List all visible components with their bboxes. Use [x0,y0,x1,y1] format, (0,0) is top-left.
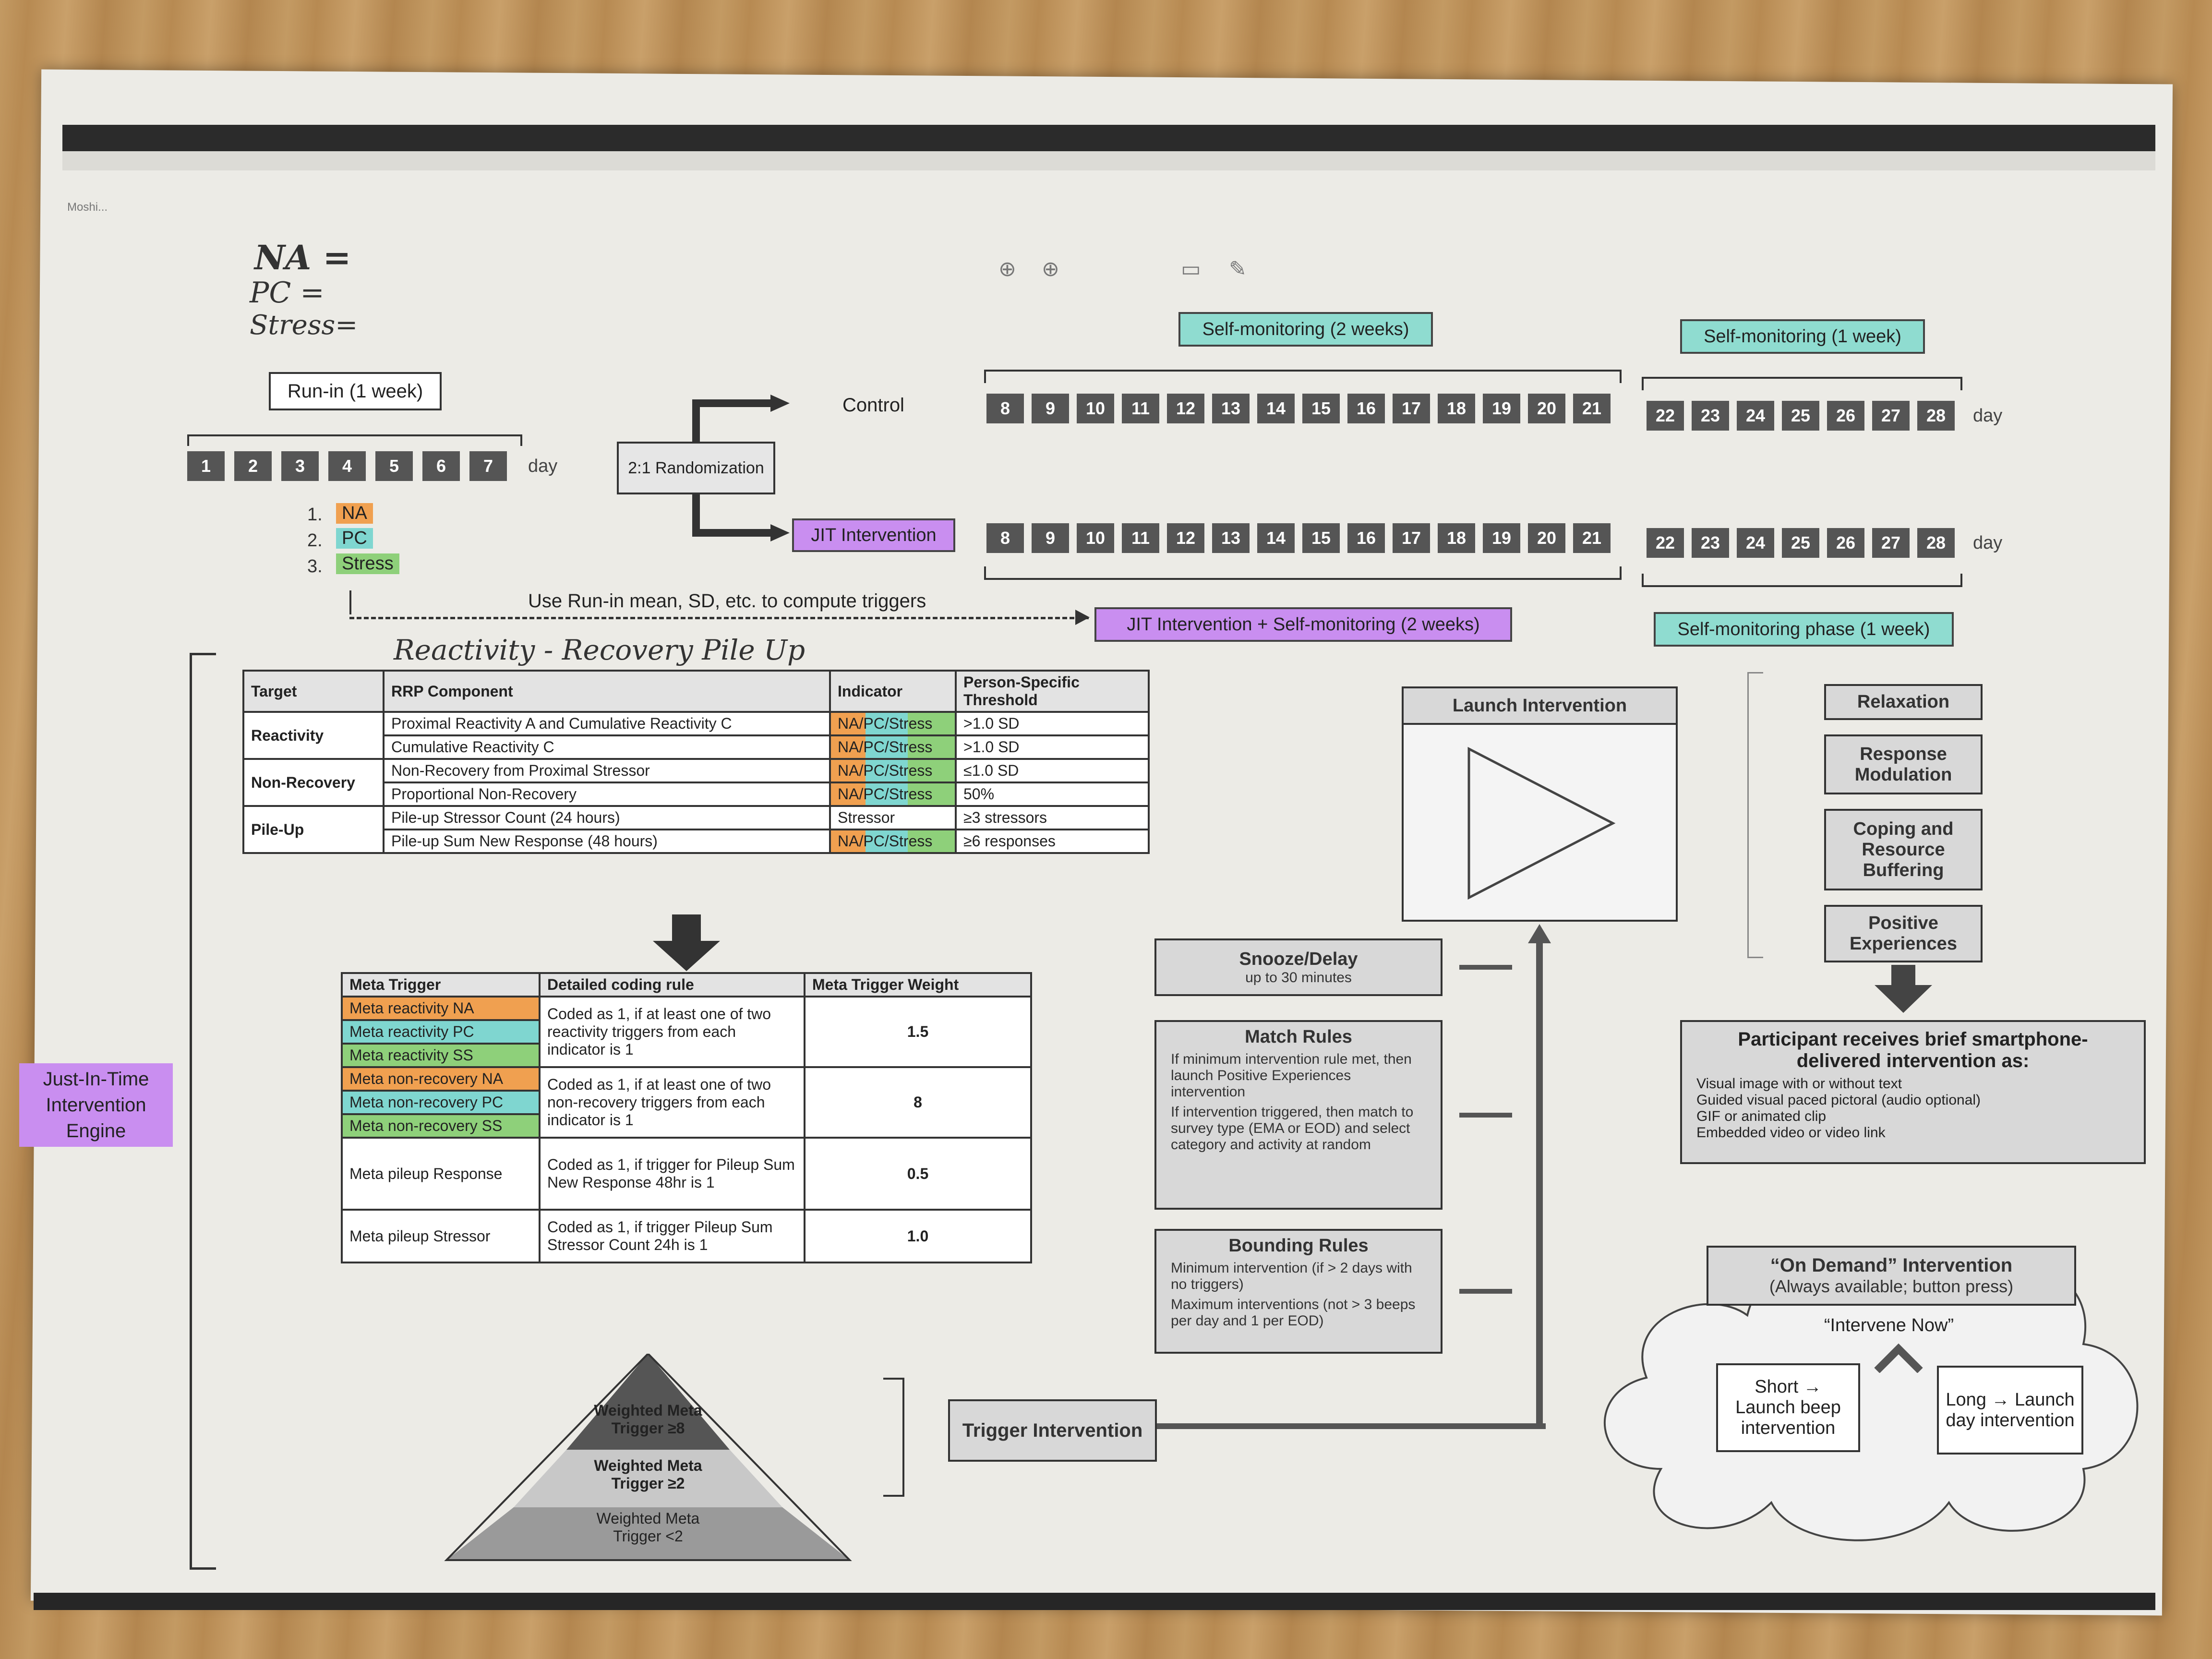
day-box: 22 [1647,401,1684,431]
rrp-threshold: ≥3 stressors [956,806,1149,830]
meta-weight: 1.0 [805,1210,1031,1262]
day-box: 20 [1528,523,1565,553]
engine-brace [190,653,216,1570]
day-box: 21 [1573,394,1611,423]
intervene-now: “Intervene Now” [1824,1315,1954,1335]
day-box: 11 [1122,394,1159,423]
day-box: 26 [1827,401,1864,431]
jit-phase-a: JIT Intervention + Self-monitoring (2 weeks) [1094,607,1512,642]
control-label: Control [842,395,904,416]
on-demand-title: “On Demand” Intervention [1770,1255,2013,1276]
meta-weight: 1.5 [805,997,1031,1067]
meta-trigger: Meta pileup Stressor [342,1210,540,1262]
pyramid-mid: Weighted Meta Trigger ≥2 [594,1457,702,1492]
meta-weight: 0.5 [805,1138,1031,1210]
category-coping: Coping and Resource Buffering [1824,809,1983,890]
category-relaxation: Relaxation [1824,684,1983,720]
rrp-header-target: Target [243,671,384,712]
day-box: 1 [187,451,225,481]
day-box: 12 [1167,394,1204,423]
indicator-pc: PC [336,528,373,549]
comment-icon[interactable]: ▭ [1181,257,1201,281]
day-box: 27 [1872,528,1910,558]
randomization-arrows [686,394,792,547]
rrp-target-pileup: Pile-Up [243,806,384,853]
pen-icon[interactable]: ✎ [1229,257,1247,281]
rrp-threshold: 50% [956,782,1149,806]
meta-table [341,972,1032,1263]
snooze-arrow [1459,965,1512,970]
jit-bracket-a [984,566,1622,580]
rrp-indicator: Stressor [830,806,956,830]
note-na: NA = [254,238,351,277]
category-response-modulation: Response Modulation [1824,734,1983,794]
engine-label: Just-In-Time Intervention Engine [19,1063,173,1147]
rrp-indicator: NA/PC/Stress [830,735,956,759]
rrp-target-nonrecovery: Non-Recovery [243,759,384,806]
meta-rule: Coded as 1, if trigger Pileup Sum Stressor Count 24h is 1 [540,1210,805,1262]
rrp-component: Cumulative Reactivity C [384,735,830,759]
day-box: 10 [1077,394,1114,423]
match-rule-1: If minimum intervention rule met, then launch Positive Experiences intervention [1171,1051,1412,1100]
document-tab[interactable]: Moshi... [67,201,108,214]
day-box: 24 [1737,401,1774,431]
pyramid-bottom: Weighted Meta Trigger <2 [596,1510,700,1545]
launch-title: Launch Intervention [1402,686,1678,725]
bounding-rule-1: Minimum intervention (if > 2 days with no triggers) [1171,1260,1412,1292]
dashed-arrowhead [1075,610,1090,625]
day-box: 22 [1647,528,1684,558]
day-box: 2 [234,451,272,481]
day-box: 15 [1302,523,1340,553]
day-box: 4 [328,451,366,481]
day-box: 17 [1393,394,1430,423]
day-box: 12 [1167,523,1204,553]
delivery-item: GIF or animated clip [1696,1108,1827,1124]
day-box: 9 [1032,523,1069,553]
rrp-threshold: >1.0 SD [956,712,1149,735]
day-box: 28 [1917,528,1955,558]
day-box: 3 [281,451,319,481]
on-demand-box[interactable] [1707,1246,2076,1306]
day-box: 16 [1347,523,1385,553]
match-rules-title: Match Rules [1245,1027,1352,1047]
indicator-na: NA [336,503,373,524]
meta-trigger: Meta reactivity NA [342,997,540,1020]
rrp-threshold: ≤1.0 SD [956,759,1149,782]
runin-bracket [187,434,522,446]
day-box: 27 [1872,401,1910,431]
delivery-item: Guided visual paced pictoral (audio optional) [1696,1092,1981,1108]
day-box: 28 [1917,401,1955,431]
tab-strip [62,151,2155,170]
snooze-sub: up to 30 minutes [1245,969,1352,986]
up-arrow-icon[interactable]: ⊕ [998,257,1016,281]
match-rule-2: If intervention triggered, then match to survey type (EMA or EOD) and select category and activity at random [1171,1104,1414,1153]
delivery-item: Visual image with or without text [1696,1076,1902,1092]
runin-indicator-numbers: 1. 2. 3. [307,505,323,577]
day-box: 10 [1077,523,1114,553]
meta-trigger: Meta pileup Response [342,1138,540,1210]
meta-trigger: Meta non-recovery SS [342,1114,540,1138]
rrp-header-threshold: Person-Specific Threshold [956,671,1149,712]
rrp-header-indicator: Indicator [830,671,956,712]
bounding-arrow [1459,1289,1512,1294]
day-box: 6 [422,451,460,481]
trigger-arrowhead [1528,924,1551,943]
rrp-table [242,670,1150,854]
long-press-box[interactable]: Long → Launch day intervention [1937,1366,2083,1455]
trigger-note: Use Run-in mean, SD, etc. to compute triggers [528,590,926,612]
trigger-line-v [1536,941,1543,1429]
jit-label: JIT Intervention [792,518,955,552]
control-monitor-1wk: Self-monitoring (1 week) [1680,319,1925,354]
day-box: 23 [1692,528,1729,558]
rrp-indicator: NA/PC/Stress [830,830,956,853]
day-box: 9 [1032,394,1069,423]
day-box: 18 [1438,523,1475,553]
branch-arrow-icon [1872,1339,1925,1373]
down-arrow-icon[interactable]: ⊕ [1042,257,1059,281]
day-box: 17 [1393,523,1430,553]
snooze-box [1154,938,1443,996]
day-box: 26 [1827,528,1864,558]
meta-trigger: Meta non-recovery PC [342,1091,540,1114]
control-day-label: day [1973,406,2003,426]
control-bracket-b [1642,377,1962,390]
rrp-component: Proportional Non-Recovery [384,782,830,806]
delivery-item: Embedded video or video link [1696,1125,1886,1141]
snooze-title: Snooze/Delay [1239,949,1358,969]
meta-trigger: Meta reactivity SS [342,1044,540,1067]
bounding-rule-2: Maximum interventions (not > 3 beeps per day and 1 per EOD) [1171,1297,1416,1329]
app-titlebar [62,125,2155,151]
rrp-threshold: ≥6 responses [956,830,1149,853]
day-box: 7 [469,451,507,481]
runin-day-label: day [528,456,558,476]
play-icon[interactable] [1459,744,1623,902]
note-stress: Stress= [250,310,358,341]
rrp-component: Proximal Reactivity A and Cumulative Reactivity C [384,712,830,735]
rrp-indicator: NA/PC/Stress [830,782,956,806]
bottom-bar [34,1593,2155,1610]
meta-rule: Coded as 1, if trigger for Pileup Sum New Response 48hr is 1 [540,1138,805,1210]
day-box: 13 [1212,523,1250,553]
meta-header-rule: Detailed coding rule [540,973,805,997]
dashed-line [349,617,1089,619]
day-box: 8 [986,523,1024,553]
day-box: 20 [1528,394,1565,423]
day-box: 23 [1692,401,1729,431]
jit-day-label: day [1973,533,2003,553]
bounding-rules-title: Bounding Rules [1228,1236,1369,1256]
day-box: 24 [1737,528,1774,558]
day-box: 25 [1782,528,1819,558]
rrp-component: Non-Recovery from Proximal Stressor [384,759,830,782]
rrp-component: Pile-up Sum New Response (48 hours) [384,830,830,853]
day-box: 18 [1438,394,1475,423]
category-down-arrow [1875,965,1932,1013]
rrp-header-component: RRP Component [384,671,830,712]
day-box: 8 [986,394,1024,423]
day-box: 11 [1122,523,1159,553]
control-monitor-2wk: Self-monitoring (2 weeks) [1178,312,1433,347]
day-box: 14 [1257,523,1295,553]
meta-weight: 8 [805,1067,1031,1138]
match-rules-box [1154,1020,1443,1210]
bounding-rules-box [1154,1229,1443,1354]
delivery-title: Participant receives brief smartphone-delivered intervention as: [1738,1029,2088,1071]
day-box: 13 [1212,394,1250,423]
indicator-stress: Stress [336,553,399,574]
rrp-indicator: NA/PC/Stress [830,712,956,735]
day-box: 14 [1257,394,1295,423]
delivery-box [1680,1020,2146,1164]
rrp-threshold: >1.0 SD [956,735,1149,759]
meta-rule: Coded as 1, if at least one of two non-recovery triggers from each indicator is 1 [540,1067,805,1138]
meta-trigger: Meta non-recovery NA [342,1067,540,1091]
pyramid-top: Weighted Meta Trigger ≥8 [594,1402,702,1437]
trigger-intervention: Trigger Intervention [948,1399,1157,1462]
rrp-target-reactivity: Reactivity [243,712,384,759]
day-box: 19 [1483,523,1520,553]
down-arrow [653,914,720,972]
rrp-indicator: NA/PC/Stress [830,759,956,782]
trigger-line-h [1157,1423,1546,1429]
meta-trigger: Meta reactivity PC [342,1020,540,1044]
jit-phase-b: Self-monitoring phase (1 week) [1654,612,1954,647]
meta-header-weight: Meta Trigger Weight [805,973,1031,997]
on-demand-sub: (Always available; button press) [1769,1276,2014,1296]
category-positive: Positive Experiences [1824,905,1983,962]
dashed-vertical [349,590,351,614]
runin-label: Run-in (1 week) [269,372,442,410]
day-box: 15 [1302,394,1340,423]
note-reactivity: Reactivity - Recovery Pile Up [394,634,805,666]
day-box: 5 [375,451,413,481]
match-arrow [1459,1113,1512,1118]
categories-brace [1747,672,1763,958]
day-box: 25 [1782,401,1819,431]
day-box: 16 [1347,394,1385,423]
short-press-box[interactable]: Short → Launch beep intervention [1716,1363,1860,1452]
day-box: 21 [1573,523,1611,553]
on-demand-cloud [1565,1171,2170,1555]
control-bracket-a [984,370,1622,383]
note-pc: PC = [250,276,325,310]
pyramid-brace [883,1378,904,1497]
meta-header-trigger: Meta Trigger [342,973,540,997]
jit-bracket-b [1642,574,1962,587]
randomization-box: 2:1 Randomization [617,442,775,494]
rrp-component: Pile-up Stressor Count (24 hours) [384,806,830,830]
day-box: 19 [1483,394,1520,423]
meta-rule: Coded as 1, if at least one of two reactivity triggers from each indicator is 1 [540,997,805,1067]
